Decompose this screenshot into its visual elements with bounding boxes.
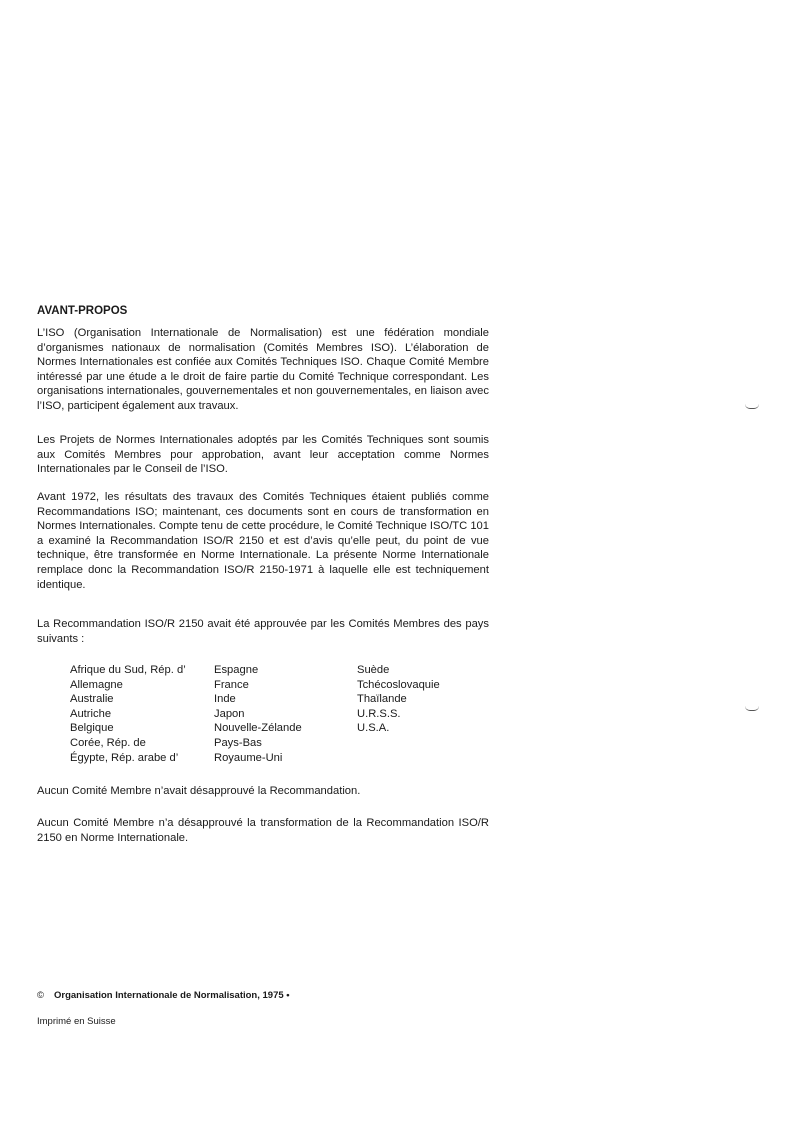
country: U.S.A. (357, 722, 390, 735)
country: France (214, 678, 249, 691)
country: Australie (70, 693, 114, 706)
paragraph-no-disapproval-transformation: Aucun Comité Membre n’a désapprouvé la transformation de la Recommandation ISO/R 2150 en Norme Internationale. (37, 817, 489, 844)
copyright-icon: © (37, 990, 44, 1001)
country: Corée, Rép. de (70, 736, 146, 749)
country: Allemagne (70, 678, 123, 691)
country: Thaïlande (357, 693, 407, 706)
country: Espagne (214, 664, 259, 676)
country: Tchécoslovaquie (357, 678, 440, 691)
country: Pays-Bas (214, 736, 262, 749)
country: Japon (214, 707, 245, 720)
country: Afrique du Sud, Rép. d’ (70, 664, 186, 676)
scan-mark (745, 404, 759, 409)
country: Royaume-Uni (214, 751, 283, 764)
section-heading: AVANT-PROPOS (37, 305, 128, 317)
country: U.R.S.S. (357, 707, 401, 720)
paragraph-iso-intro: L’ISO (Organisation Internationale de Normalisation) est une fédération mondiale d’organismes nationaux de normalisation (Comités Membres ISO). L’élaboration de Normes Internationales est confiée aux Comités Techniques ISO. Chaque Comité Membre intéressé par une étude a le droit de faire partie du Comité Technique correspondant. Les organisations internationales, gouvernementales et non gouvernementales, en liaison avec l’ISO, participent également aux travaux. (37, 327, 489, 412)
paragraph-draft-standards: Les Projets de Normes Internationales adoptés par les Comités Techniques sont soumis aux Comités Membres pour approbation, avant leur acceptation comme Normes Internationales par le Conseil de l’ISO. (37, 434, 489, 476)
scan-mark (745, 706, 759, 711)
country: Égypte, Rép. arabe d’ (70, 751, 179, 764)
paragraph-approval: La Recommandation ISO/R 2150 avait été approuvée par les Comités Membres des pays suivants : (37, 618, 489, 645)
country: Inde (214, 693, 236, 706)
copyright-text: Organisation Internationale de Normalisation, 1975 • (54, 990, 290, 1001)
printed-in: Imprimé en Suisse (37, 1016, 116, 1027)
country: Suède (357, 664, 390, 676)
paragraph-no-disapproval-recommendation: Aucun Comité Membre n’avait désapprouvé la Recommandation. (37, 785, 361, 797)
country-column-3 (357, 663, 440, 736)
paragraph-history: Avant 1972, les résultats des travaux des Comités Techniques étaient publiés comme Recommandations ISO; maintenant, ces documents sont en cours de transformation en Normes Internationales. Compte tenu de cette procédure, le Comité Technique ISO/TC 101 a examiné la Recommandation ISO/R 2150 et est d’avis qu’elle peut, du point de vue technique, être transformée en Norme Internationale. La présente Norme Internationale remplace donc la Recommandation ISO/R 2150-1971 à laquelle elle est techniquement identique. (37, 491, 489, 591)
country: Autriche (70, 707, 112, 720)
country-column-1 (70, 663, 186, 765)
country: Nouvelle-Zélande (214, 722, 302, 735)
country-column-2 (214, 663, 302, 765)
copyright-line (37, 990, 290, 1001)
country: Belgique (70, 722, 114, 735)
